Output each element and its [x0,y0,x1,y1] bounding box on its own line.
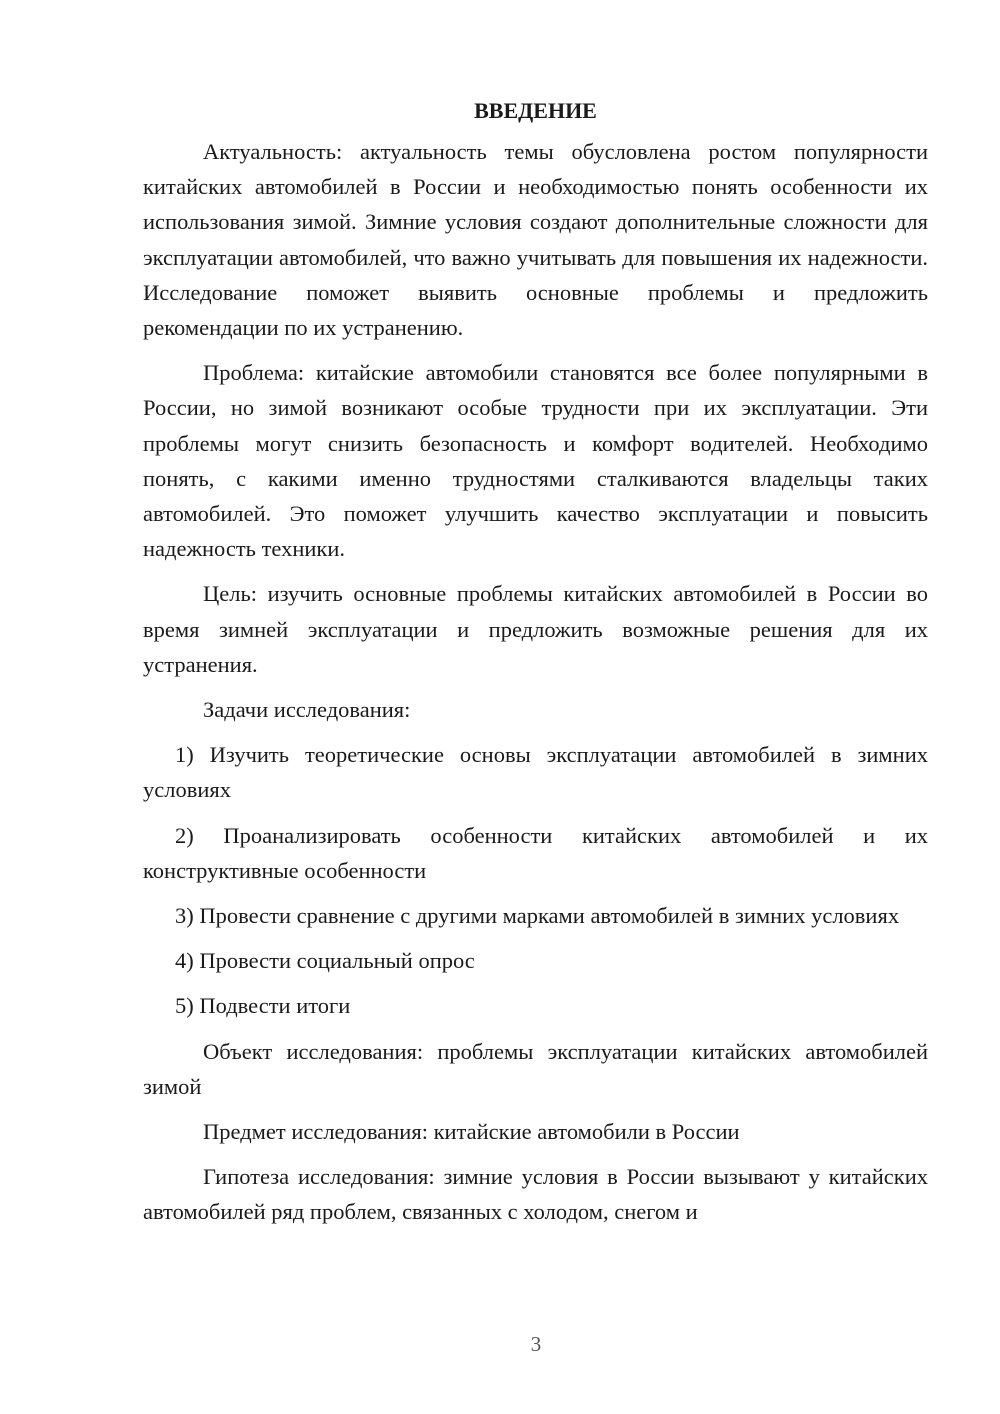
hypothesis-paragraph: Гипотеза исследования: зимние условия в России вызывают у китайских автомобилей ряд проблем, связанных с холодом, снегом и [143,1164,928,1225]
task-item-4: 4) Провести социальный опрос [175,948,475,974]
task-item-3: 3) Провести сравнение с другими марками автомобилей в зимних условиях [175,903,900,929]
page-number: 3 [530,1332,542,1356]
problem-paragraph: Проблема: китайские автомобили становятся все более популярными в России, но зимой возникают особые трудности при их эксплуатации. Эти проблемы могут снизить безопасность и комфорт водителей. Необходимо понять, с какими именно трудностями сталкиваются владельцы таких автомобилей. Это поможет улучшить качество эксплуатации и повысить надежность техники. [143,360,928,562]
task-item-5: 5) Подвести итоги [175,993,351,1019]
task-item-2: 2) Проанализировать особенности китайских автомобилей и их конструктивные особенности [143,822,928,883]
object-paragraph: Объект исследования: проблемы эксплуатации китайских автомобилей зимой [143,1038,928,1099]
page-content [143,92,928,1240]
relevance-paragraph: Актуальность: актуальность темы обусловлена ростом популярности китайских автомобилей в России и необходимостью понять особенности их использования зимой. Зимние условия создают дополнительные сложности для эксплуатации автомобилей, что важно учитывать для повышения их надежности. Исследование поможет выявить основные проблемы и предложить рекомендации по их устранению. [143,139,928,341]
subject-paragraph: Предмет исследования: китайские автомобили в России [203,1119,740,1145]
task-item-1: 1) Изучить теоретические основы эксплуатации автомобилей в зимних условиях [143,742,928,803]
goal-paragraph: Цель: изучить основные проблемы китайских автомобилей в России во время зимней эксплуатации и предложить возможные решения для их устранения. [143,581,928,677]
tasks-heading: Задачи исследования: [203,697,411,723]
section-heading: ВВЕДЕНИЕ [474,98,597,123]
